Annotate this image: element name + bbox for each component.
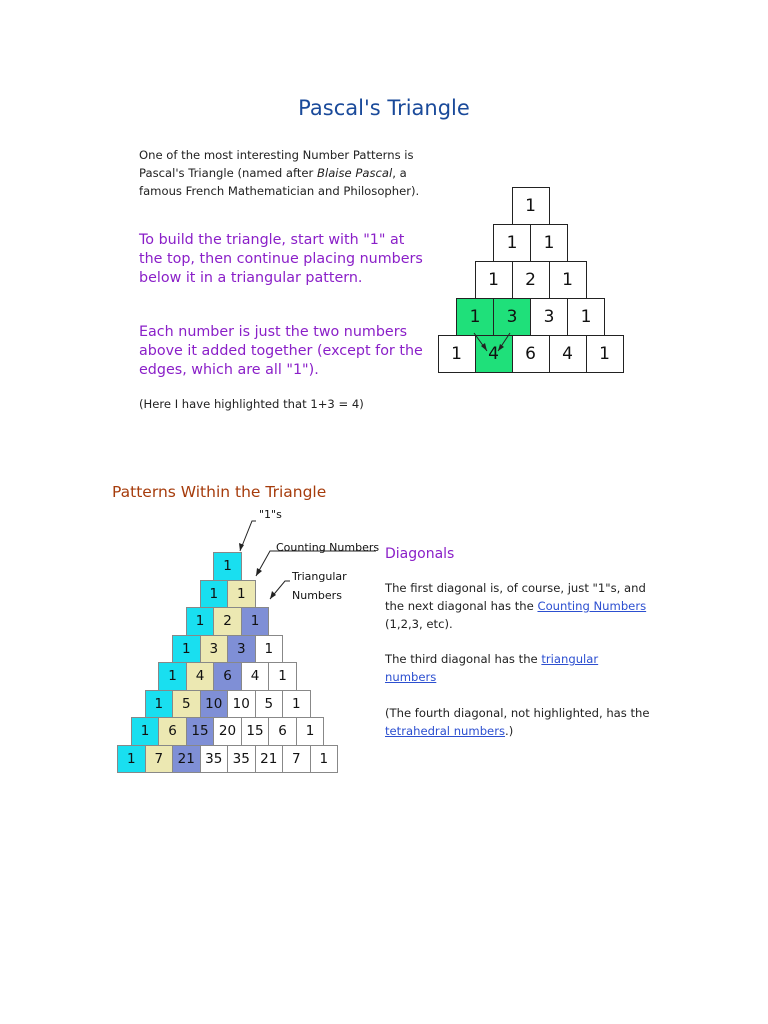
page-title: Pascal's Triangle <box>298 96 470 120</box>
pattern-cell: 1 <box>145 690 174 719</box>
highlight-note: (Here I have highlighted that 1+3 = 4) <box>139 397 364 411</box>
blaise-pascal-name: Blaise Pascal <box>317 166 393 180</box>
pattern-cell: 1 <box>172 635 201 664</box>
intro-text-end: , a famous French Mathematician and Philosopher). <box>139 166 420 198</box>
pattern-cell: 21 <box>255 745 284 774</box>
diagonals-paragraph-1 <box>385 579 650 633</box>
pattern-cell: 15 <box>241 717 270 746</box>
pattern-cell: 1 <box>200 580 229 609</box>
pattern-cell: 1 <box>131 717 160 746</box>
pattern-cell: 35 <box>227 745 256 774</box>
pattern-cell: 1 <box>241 607 270 636</box>
pattern-cell: 7 <box>145 745 174 774</box>
pattern-cell: 1 <box>227 580 256 609</box>
counting-pointer <box>256 551 376 576</box>
pattern-cell: 4 <box>186 662 215 691</box>
pattern-cell: 6 <box>158 717 187 746</box>
pattern-cell: 21 <box>172 745 201 774</box>
pattern-cell: 1 <box>255 635 284 664</box>
counting-pointer-head <box>256 568 262 576</box>
triangle-cell: 1 <box>512 187 550 225</box>
pattern-cell: 6 <box>213 662 242 691</box>
pattern-cell: 35 <box>200 745 229 774</box>
fourth-diagonal-text-end: .) <box>505 724 514 738</box>
pattern-cell: 3 <box>227 635 256 664</box>
triangle-cell: 1 <box>567 298 605 336</box>
triangle-cell: 3 <box>530 298 568 336</box>
pattern-cell: 1 <box>213 552 242 581</box>
intro-text: One of the most interesting Number Patterns is Pascal's Triangle (named after <box>139 148 414 180</box>
pattern-cell: 5 <box>255 690 284 719</box>
pattern-cell: 1 <box>117 745 146 774</box>
pattern-cell: 1 <box>282 690 311 719</box>
build-instructions: To build the triangle, start with "1" at the top, then continue placing numbers below it in a triangular pattern. <box>139 232 423 286</box>
pattern-cell: 1 <box>186 607 215 636</box>
third-diagonal-text: The third diagonal has the <box>385 652 542 666</box>
pattern-cell: 1 <box>158 662 187 691</box>
pattern-cell: 10 <box>227 690 256 719</box>
triangle-cell: 1 <box>530 224 568 262</box>
pattern-cell: 5 <box>172 690 201 719</box>
pattern-cell: 10 <box>200 690 229 719</box>
callout-counting: Counting Numbers <box>276 541 380 554</box>
pattern-cell: 4 <box>241 662 270 691</box>
pattern-cell: 1 <box>310 745 339 774</box>
pattern-cell: 2 <box>213 607 242 636</box>
triangle-cell: 4 <box>549 335 587 373</box>
triangle-cell: 1 <box>493 224 531 262</box>
pattern-cell: 20 <box>213 717 242 746</box>
triangle-cell: 6 <box>512 335 550 373</box>
tetrahedral-numbers-link[interactable]: tetrahedral numbers <box>385 724 506 738</box>
triangle-cell: 1 <box>438 335 476 373</box>
triangle-cell: 4 <box>475 335 513 373</box>
triangle-cell: 1 <box>456 298 494 336</box>
triangle-cell: 1 <box>475 261 513 299</box>
section-title: Patterns Within the Triangle <box>112 483 327 501</box>
pattern-cell: 3 <box>200 635 229 664</box>
diagonals-paragraph-3 <box>385 704 653 740</box>
triangle-cell: 1 <box>586 335 624 373</box>
fourth-diagonal-text: (The fourth diagonal, not highlighted, has the <box>385 706 650 720</box>
sum-rule: Each number is just the two numbers above it added together (except for the edges, which are all "1"). <box>139 324 423 378</box>
triangle-cell: 1 <box>549 261 587 299</box>
triangle-cell: 2 <box>512 261 550 299</box>
callout-ones: "1"s <box>259 508 282 521</box>
diagonals-text: The first diagonal is, of course, just "1"s, and the next diagonal has the <box>385 581 646 613</box>
diagonals-text-end: (1,2,3, etc). <box>385 617 453 631</box>
diagonals-paragraph-2 <box>385 650 650 686</box>
triangle-cell: 3 <box>493 298 531 336</box>
triangular-numbers-link[interactable]: triangular numbers <box>385 652 599 684</box>
pattern-cell: 7 <box>282 745 311 774</box>
pattern-cell: 15 <box>186 717 215 746</box>
pattern-cell: 1 <box>296 717 325 746</box>
counting-numbers-link[interactable]: Counting Numbers <box>537 599 647 613</box>
diagonals-title: Diagonals <box>385 546 455 562</box>
pattern-cell: 6 <box>268 717 297 746</box>
pattern-cell: 1 <box>268 662 297 691</box>
callout-triangular: Triangular Numbers <box>292 570 347 602</box>
